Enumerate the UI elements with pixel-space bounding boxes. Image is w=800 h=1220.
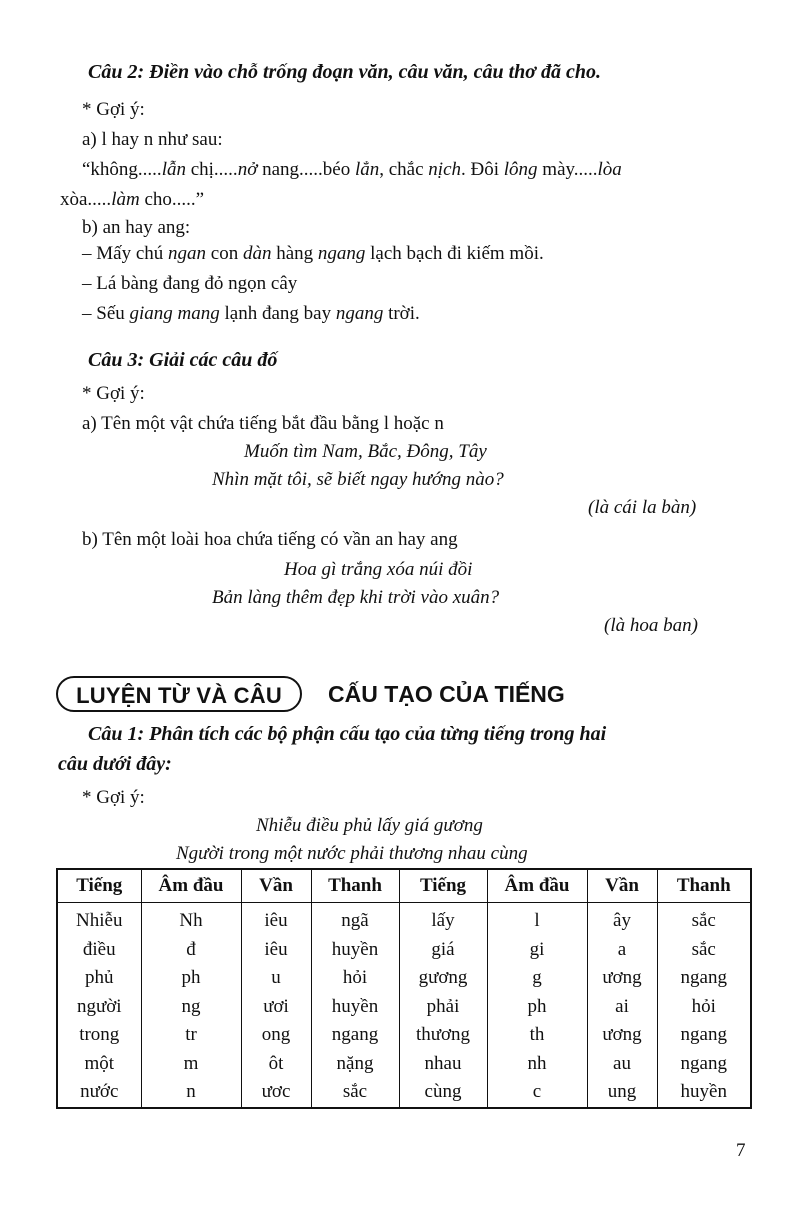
table-cell: điều	[57, 936, 141, 965]
table-row	[57, 993, 751, 1022]
text-run: – Sếu	[82, 303, 130, 324]
table-cell: ương	[587, 1021, 657, 1050]
q1-poem-line2: Người trong một nước phải thương nhau cùng	[176, 843, 528, 864]
q2-b-label: b) an hay ang:	[82, 217, 191, 238]
column-header: Vần	[587, 869, 657, 903]
q3-title: Câu 3: Giải các câu đố	[88, 349, 278, 371]
table-cell: sắc	[657, 936, 751, 965]
section-title: CẤU TẠO CỦA TIẾNG	[328, 681, 565, 707]
table-cell: ngang	[657, 964, 751, 993]
column-header: Tiếng	[57, 869, 141, 903]
table-cell: ong	[241, 1021, 311, 1050]
italic-word: giang mang	[129, 303, 220, 324]
table-cell: ai	[587, 993, 657, 1022]
text-run: – Lá bàng đang đỏ ngọn cây	[82, 273, 298, 294]
table-cell: huyền	[311, 993, 399, 1022]
column-header: Thanh	[311, 869, 399, 903]
italic-word: dàn	[242, 243, 272, 264]
table-cell: sắc	[311, 1078, 399, 1108]
table-cell: hỏi	[311, 964, 399, 993]
q3-a-poem-line2: Nhìn mặt tôi, sẽ biết ngay hướng nào?	[212, 469, 504, 490]
text-run: lạch bạch đi kiếm mồi.	[365, 243, 544, 264]
column-header: Âm đầu	[141, 869, 241, 903]
page-number: 7	[736, 1140, 746, 1161]
table-cell: gi	[487, 936, 587, 965]
table-cell: ươi	[241, 993, 311, 1022]
table-cell: người	[57, 993, 141, 1022]
column-header: Vần	[241, 869, 311, 903]
q3-a-answer: (là cái la bàn)	[588, 497, 697, 518]
table-cell: ương	[587, 964, 657, 993]
table-cell: hỏi	[657, 993, 751, 1022]
text-run: con	[206, 243, 243, 264]
table-cell: u	[241, 964, 311, 993]
italic-word: lẫn	[161, 159, 186, 180]
table-row	[57, 1021, 751, 1050]
analysis-table	[56, 868, 752, 1109]
q3-hint: * Gợi ý:	[82, 383, 145, 404]
text-run: xòa.....	[60, 189, 112, 210]
q2-b-item-2	[82, 272, 297, 296]
italic-word: ngan	[168, 243, 207, 264]
q2-b-item-1	[82, 242, 544, 266]
table-cell: thương	[399, 1021, 487, 1050]
q3-b-poem-line1: Hoa gì trắng xóa núi đồi	[284, 559, 473, 580]
table-cell: a	[587, 936, 657, 965]
q2-b-item-3	[82, 302, 420, 326]
section-badge: LUYỆN TỪ VÀ CÂU	[56, 676, 302, 712]
table-cell: nước	[57, 1078, 141, 1108]
table-cell: th	[487, 1021, 587, 1050]
table-cell: ôt	[241, 1050, 311, 1079]
table-cell: ngang	[311, 1021, 399, 1050]
table-cell: ngang	[657, 1021, 751, 1050]
table-cell: ngã	[311, 903, 399, 936]
table-cell: g	[487, 964, 587, 993]
q1-title-line1: Câu 1: Phân tích các bộ phận cấu tạo của từng tiếng trong hai	[88, 723, 607, 745]
q3-b-label: b) Tên một loài hoa chứa tiếng có vần an hay ang	[82, 529, 458, 550]
table-cell: sắc	[657, 903, 751, 936]
text-run: hàng	[271, 243, 318, 264]
text-run: . Đôi	[461, 159, 504, 180]
table-cell: nặng	[311, 1050, 399, 1079]
text-run: trời.	[383, 303, 420, 324]
q2-a-text-line2	[60, 188, 204, 212]
table-cell: ươc	[241, 1078, 311, 1108]
table-cell: iêu	[241, 903, 311, 936]
italic-word: lòa	[597, 159, 622, 180]
table-cell: phủ	[57, 964, 141, 993]
table-cell: cùng	[399, 1078, 487, 1108]
table-row	[57, 936, 751, 965]
text-run: nang.....béo	[257, 159, 355, 180]
q2-title: Câu 2: Điền vào chỗ trống đoạn văn, câu văn, câu thơ đã cho.	[88, 61, 601, 83]
table-cell: ng	[141, 993, 241, 1022]
table-cell: lấy	[399, 903, 487, 936]
table-cell: ây	[587, 903, 657, 936]
column-header: Thanh	[657, 869, 751, 903]
table-row	[57, 1050, 751, 1079]
q3-a-label: a) Tên một vật chứa tiếng bắt đầu bằng l hoặc n	[82, 413, 444, 434]
table-row	[57, 964, 751, 993]
q3-a-poem-line1: Muốn tìm Nam, Bắc, Đông, Tây	[244, 441, 487, 462]
table-body	[57, 903, 751, 1108]
table-cell: gương	[399, 964, 487, 993]
text-run: mày.....	[537, 159, 598, 180]
table-cell: một	[57, 1050, 141, 1079]
table-cell: ngang	[657, 1050, 751, 1079]
italic-word: làm	[111, 189, 140, 210]
table-cell: c	[487, 1078, 587, 1108]
q2-hint: * Gợi ý:	[82, 99, 145, 120]
table-cell: tr	[141, 1021, 241, 1050]
column-header: Âm đầu	[487, 869, 587, 903]
italic-word: nở	[237, 159, 258, 180]
text-run: chị.....	[185, 159, 238, 180]
q3-b-poem-line2: Bản làng thêm đẹp khi trời vào xuân?	[212, 587, 500, 608]
table-cell: giá	[399, 936, 487, 965]
q1-hint: * Gợi ý:	[82, 787, 145, 808]
italic-word: lẳn	[354, 159, 380, 180]
italic-word: ngang	[317, 243, 366, 264]
italic-word: ngang	[335, 303, 384, 324]
table-row	[57, 1078, 751, 1108]
table-header-row	[57, 869, 751, 903]
table-cell: l	[487, 903, 587, 936]
table-row	[57, 903, 751, 936]
text-run: – Mấy chú	[82, 243, 169, 264]
q2-a-label: a) l hay n như sau:	[82, 129, 223, 150]
italic-word: lông	[503, 159, 538, 180]
table-cell: nhau	[399, 1050, 487, 1079]
table-cell: ph	[141, 964, 241, 993]
q1-poem-line1: Nhiễu điều phủ lấy giá gương	[256, 815, 483, 836]
table-cell: Nh	[141, 903, 241, 936]
italic-word: nịch	[428, 159, 462, 180]
text-run: , chắc	[379, 159, 429, 180]
text-run: lạnh đang bay	[219, 303, 336, 324]
table-cell: au	[587, 1050, 657, 1079]
q2-a-text-line1	[82, 158, 622, 182]
table-cell: ung	[587, 1078, 657, 1108]
table-cell: nh	[487, 1050, 587, 1079]
table-cell: iêu	[241, 936, 311, 965]
q1-title-line2: câu dưới đây:	[58, 753, 172, 775]
table-cell: phải	[399, 993, 487, 1022]
column-header: Tiếng	[399, 869, 487, 903]
table-cell: huyền	[311, 936, 399, 965]
text-run: “không.....	[82, 159, 162, 180]
table-cell: huyền	[657, 1078, 751, 1108]
table-cell: đ	[141, 936, 241, 965]
table-cell: Nhiễu	[57, 903, 141, 936]
q3-b-answer: (là hoa ban)	[604, 615, 698, 636]
table-cell: trong	[57, 1021, 141, 1050]
table-cell: ph	[487, 993, 587, 1022]
table-cell: n	[141, 1078, 241, 1108]
text-run: cho.....”	[139, 189, 205, 210]
table-cell: m	[141, 1050, 241, 1079]
